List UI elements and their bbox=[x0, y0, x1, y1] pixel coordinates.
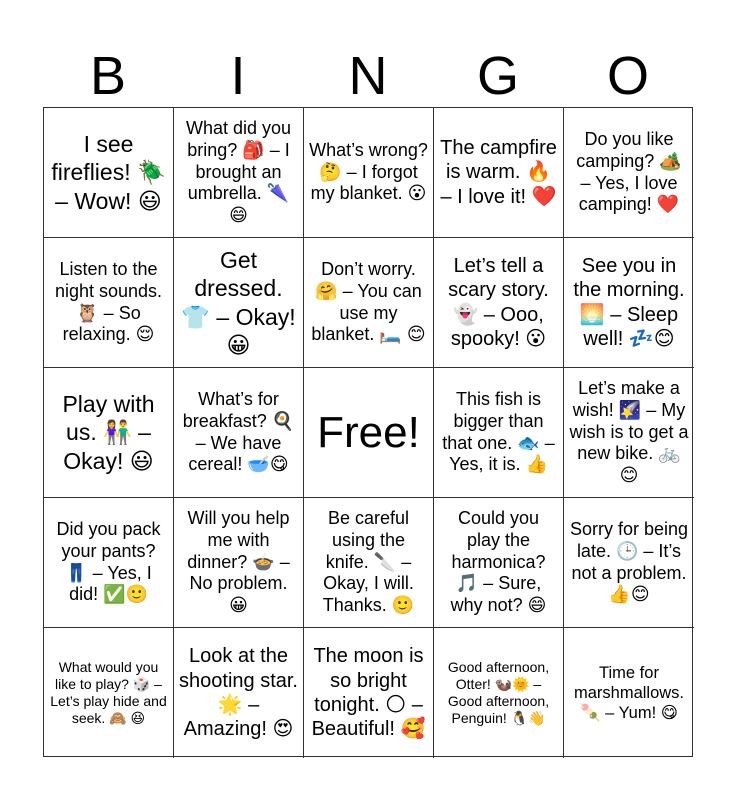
cell-text: I see fireflies! 🪲 – Wow! 😃 bbox=[51, 131, 166, 214]
header-letter-i: I bbox=[230, 46, 246, 106]
bingo-cell[interactable] bbox=[564, 368, 694, 498]
cell-text: Could you play the harmonica? 🎵 – Sure, why not? 😄 bbox=[450, 507, 547, 616]
cell-text: Let’s tell a scary story. 👻 – Ooo, spooky! 😮 bbox=[448, 254, 549, 350]
header-letter-g: G bbox=[476, 46, 519, 106]
cell-text: Play with us. 👫 – Okay! 😃 bbox=[62, 391, 155, 474]
cell-text: Free! bbox=[317, 407, 420, 457]
cell-text: Listen to the night sounds. 🦉 – So relaxing. 😌 bbox=[54, 258, 163, 345]
bingo-cell[interactable] bbox=[564, 238, 694, 368]
bingo-cell[interactable] bbox=[304, 628, 434, 758]
cell-text: The campfire is warm. 🔥 – I love it! ❤️ bbox=[440, 136, 557, 208]
cell-text: Get dressed. 👕 – Okay! 😀 bbox=[181, 247, 296, 358]
cell-text: What did you bring? 🎒 – I brought an umbrella. 🌂 😄 bbox=[185, 117, 292, 226]
bingo-header bbox=[43, 46, 693, 106]
bingo-cell[interactable] bbox=[304, 498, 434, 628]
bingo-cell[interactable] bbox=[434, 238, 564, 368]
cell-text: Be careful using the knife. 🔪 – Okay, I will. Thanks. 🙂 bbox=[322, 507, 415, 616]
bingo-cell[interactable] bbox=[304, 108, 434, 238]
header-letter-o: O bbox=[606, 46, 649, 106]
bingo-cell[interactable] bbox=[564, 628, 694, 758]
cell-text: Will you help me with dinner? 🍲 – No problem. 😀 bbox=[187, 507, 290, 616]
cell-text: See you in the morning. 🌅 – Sleep well! 💤😊 bbox=[573, 254, 685, 350]
cell-text: Do you like camping? 🏕️ – Yes, I love camping! ❤️ bbox=[576, 128, 682, 215]
cell-text: This fish is bigger than that one. 🐟 – Yes, it is. 👍 bbox=[442, 388, 555, 475]
bingo-cell[interactable] bbox=[174, 628, 304, 758]
bingo-cell[interactable] bbox=[304, 238, 434, 368]
bingo-cell[interactable] bbox=[174, 238, 304, 368]
header-letter-n: N bbox=[348, 46, 388, 106]
header-letter-b: B bbox=[89, 46, 127, 106]
cell-text: The moon is so bright tonight. 🌕 – Beautiful! 🥰 bbox=[311, 645, 426, 741]
bingo-cell[interactable] bbox=[434, 628, 564, 758]
bingo-cell[interactable] bbox=[44, 498, 174, 628]
cell-text: Sorry for being late. 🕒 – It’s not a problem. 👍😊 bbox=[569, 518, 689, 605]
cell-text: What’s for breakfast? 🍳 – We have cereal! 🥣😋 bbox=[182, 388, 295, 475]
bingo-cell[interactable] bbox=[564, 498, 694, 628]
bingo-cell[interactable] bbox=[434, 108, 564, 238]
cell-text: Look at the shooting star. 🌟 – Amazing! 😍 bbox=[179, 645, 298, 741]
bingo-cell[interactable] bbox=[564, 108, 694, 238]
free-cell[interactable] bbox=[304, 368, 434, 498]
bingo-cell[interactable] bbox=[174, 108, 304, 238]
bingo-board bbox=[43, 107, 693, 757]
cell-text: What would you like to play? 🎲 – Let’s play hide and seek. 🙈 😆 bbox=[50, 658, 167, 727]
bingo-cell[interactable] bbox=[174, 498, 304, 628]
cell-text: What’s wrong? 🤔 – I forgot my blanket. 😮 bbox=[309, 139, 428, 204]
cell-text: Good afternoon, Otter! 🦦🌞 – Good afternoon, Penguin! 🐧👋 bbox=[447, 658, 550, 727]
bingo-cell[interactable] bbox=[44, 108, 174, 238]
cell-text: Don’t worry. 🤗 – You can use my blanket. 🛏️ 😊 bbox=[311, 258, 426, 345]
bingo-cell[interactable] bbox=[174, 368, 304, 498]
bingo-cell[interactable] bbox=[434, 498, 564, 628]
cell-text: Time for marshmallows. 🍡 – Yum! 😋 bbox=[573, 663, 685, 723]
bingo-cell[interactable] bbox=[434, 368, 564, 498]
cell-text: Let’s make a wish! 🌠 – My wish is to get a new bike. 🚲😊 bbox=[569, 377, 689, 486]
bingo-cell[interactable] bbox=[44, 628, 174, 758]
bingo-cell[interactable] bbox=[44, 238, 174, 368]
bingo-cell[interactable] bbox=[44, 368, 174, 498]
cell-text: Did you pack your pants? 👖 – Yes, I did! ✅🙂 bbox=[56, 518, 161, 605]
